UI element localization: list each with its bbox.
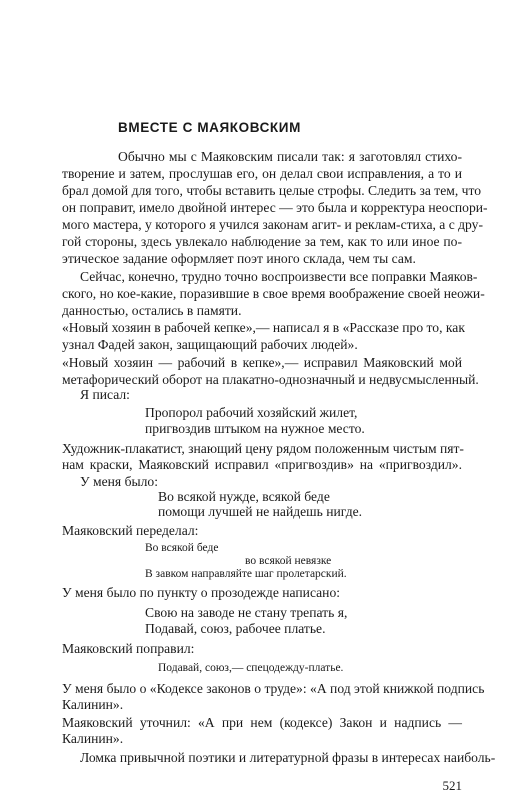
paragraph-line: мого мастера, у которого я учился законам агит- и реклам-стиха, а с дру- — [62, 217, 483, 232]
paragraph-line: Обычно мы с Маяковским писали так: я заготовлял стихо- — [118, 149, 462, 164]
paragraph-line: «Новый хозяин в рабочей кепке»,— написал я в «Рассказе про то, как — [62, 320, 465, 335]
paragraph-line: творение и затем, прослушав его, он делал свои исправления, а то и — [62, 166, 462, 181]
paragraph-line: брал домой для того, чтобы вставить целые строфы. Следить за тем, что — [62, 183, 482, 198]
paragraph-line: Маяковский поправил: — [62, 641, 195, 656]
paragraph-line: Художник-плакатист, знающий цену рядом положенным чистым пят- — [62, 441, 464, 456]
paragraph-line: Калинин». — [62, 697, 124, 712]
chapter-heading: ВМЕСТЕ С МАЯКОВСКИМ — [118, 120, 301, 135]
paragraph-line: Калинин». — [62, 731, 124, 746]
paragraph-line: этическое задание оформляет поэт иного склада, чем ты сам. — [62, 251, 416, 266]
paragraph-line: он поправит, имело двойной интерес — это была и корректура неоспори- — [62, 200, 488, 215]
verse-line: Во всякой нужде, всякой беде — [158, 489, 330, 504]
paragraph-line: Маяковский уточнил: «А при нем (кодексе) Закон и надпись — — [62, 715, 462, 730]
paragraph-line: У меня было о «Кодексе законов о труде»: «А под этой книжкой подпись — [62, 681, 485, 696]
page-number: 521 — [442, 778, 462, 793]
paragraph-line: Я писал: — [80, 387, 130, 402]
paragraph-line: У меня было по пункту о прозодежде написано: — [62, 585, 341, 600]
verse-line: пригвоздив штыком на нужное место. — [145, 421, 365, 436]
paragraph-line: «Новый хозяин — рабочий в кепке»,— исправил Маяковский мой — [62, 355, 462, 370]
verse-line: В завком направляйте шаг пролетарский. — [145, 568, 347, 580]
paragraph-line: ского, но кое-какие, поразившие в свое время воображение своей неожи- — [62, 286, 485, 301]
paragraph-line: узнал Фадей закон, защищающий рабочих людей». — [62, 337, 358, 352]
paragraph-line: нам краски, Маяковский исправил «пригвоздив» на «пригвоздил». — [62, 457, 462, 472]
verse-line: Свою на заводе не стану трепать я, — [145, 605, 348, 620]
verse-line: помощи лучшей не найдешь нигде. — [158, 504, 363, 519]
paragraph-line: Сейчас, конечно, трудно точно воспроизвести все поправки Маяков- — [80, 269, 478, 284]
paragraph-line: У меня было: — [80, 474, 158, 489]
paragraph-line: гой стороны, здесь увлекало наблюдение за тем, как то или иное по- — [62, 234, 462, 249]
paragraph-line: Маяковский переделал: — [62, 523, 199, 538]
paragraph-line: Ломка привычной поэтики и литературной фразы в интересах наиболь- — [80, 750, 496, 765]
paragraph-line: метафорический оборот на плакатно-однозначный и недвусмысленный. — [62, 372, 479, 387]
verse-line: Подавай, союз, рабочее платье. — [145, 621, 326, 636]
verse-line: Пропорол рабочий хозяйский жилет, — [145, 405, 358, 420]
verse-line: Во всякой беде — [145, 542, 219, 554]
paragraph-line: данностью, остались в памяти. — [62, 303, 242, 318]
verse-line: во всякой невязке — [245, 555, 332, 567]
verse-line: Подавай, союз,— спецодежду-платье. — [158, 662, 344, 674]
